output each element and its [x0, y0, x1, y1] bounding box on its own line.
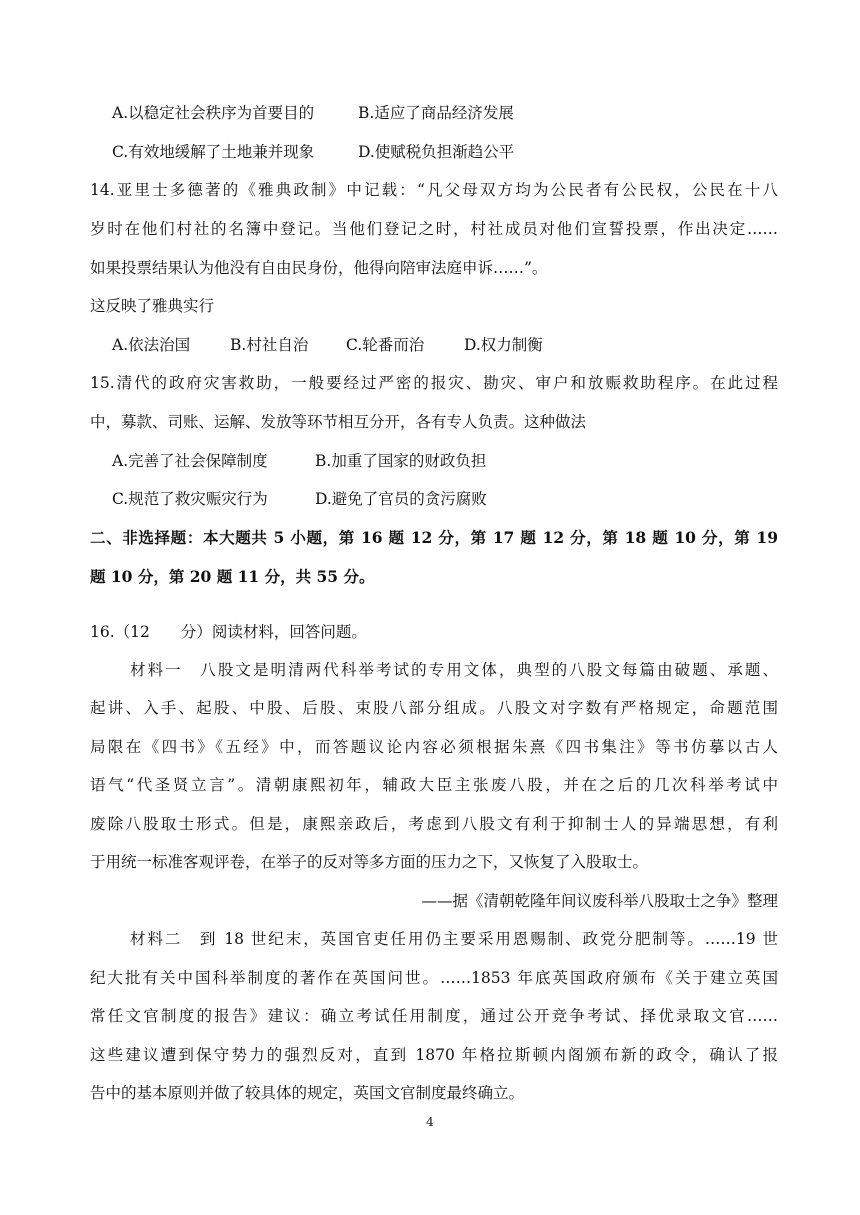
q14-stem-line-1: 14.亚里士多德著的《雅典政制》中记载：“凡父母双方均为公民者有公民权，公民在十八 [90, 181, 778, 199]
q16-material2-line-2: 纪大批有关中国科举制度的著作在英国问世。……1853 年底英国政府颁布《关于建立英国 [90, 969, 778, 987]
q14-stem-line-4: 这反映了雅典实行 [90, 297, 215, 315]
q14-stem-line-3: 如果投票结果认为他没有自由民身份，他得向陪审法庭申诉……”。 [90, 259, 548, 277]
q16-material2-line-4: 这些建议遭到保守势力的强烈反对，直到 1870 年格拉斯顿内阁颁布新的政令，确认了报 [90, 1046, 778, 1064]
q15-stem-line-1: 15.清代的政府灾害救助，一般要经过严密的报灾、勘灾、审户和放赈救助程序。在此过程 [90, 374, 778, 392]
q16-material1-line-5: 废除八股取士形式。但是，康熙亲政后，考虑到八股文有利于抑制士人的异端思想，有利 [90, 815, 778, 833]
q14-stem-line-2: 岁时在他们村社的名簿中登记。当他们登记之时，村社成员对他们宣誓投票，作出决定…… [90, 220, 778, 238]
q16-material1-line-3: 局限在《四书》《五经》中，而答题议论内容必须根据朱熹《四书集注》等书仿摹以古人 [90, 738, 778, 756]
q14-option-c: C.轮番而治 [346, 336, 425, 354]
page-number: 4 [426, 1115, 434, 1129]
q16-material1-source: ——据《清朝乾隆年间议废科举八股取士之争》整理 [421, 892, 778, 910]
q15-option-b: B.加重了国家的财政负担 [315, 452, 487, 470]
section2-heading-line-1: 二、非选择题：本大题共 5 小题，第 16 题 12 分，第 17 题 12 分，第 18 题 10 分，第 19 [90, 528, 778, 547]
q15-option-c: C.规范了救灾赈灾行为 [112, 490, 268, 508]
q15-option-d: D.避免了官员的贪污腐败 [315, 490, 487, 508]
q13-option-d: D.使赋税负担渐趋公平 [358, 143, 515, 161]
q16-material1-line-2: 起讲、入手、起股、中股、后股、束股八部分组成。八股文对字数有严格规定，命题范围 [90, 699, 778, 717]
q16-header: 16.（12 分）阅读材料，回答问题。 [90, 623, 367, 641]
q14-option-b: B.村社自治 [230, 336, 309, 354]
q13-option-b: B.适应了商品经济发展 [358, 104, 514, 122]
q16-material1-line-1: 材料一 八股文是明清两代科举考试的专用文体，典型的八股文每篇由破题、承题、 [130, 661, 778, 679]
q16-material1-line-4: 语气“代圣贤立言”。清朝康熙初年，辅政大臣主张废八股，并在之后的几次科举考试中 [90, 776, 778, 794]
q13-option-a: A.以稳定社会秩序为首要目的 [112, 104, 315, 122]
section2-heading-line-2: 题 10 分，第 20 题 11 分，共 55 分。 [90, 567, 375, 586]
q15-option-a: A.完善了社会保障制度 [112, 452, 268, 470]
q14-option-d: D.权力制衡 [464, 336, 543, 354]
q16-material2-line-1: 材料二 到 18 世纪末，英国官吏任用仍主要采用恩赐制、政党分肥制等。……19 世 [130, 930, 778, 948]
q15-stem-line-2: 中，募款、司账、运解、发放等环节相互分开，各有专人负责。这种做法 [90, 413, 587, 431]
q13-option-c: C.有效地缓解了土地兼并现象 [112, 143, 315, 161]
q14-option-a: A.依法治国 [112, 336, 191, 354]
q16-material1-line-6: 于用统一标准客观评卷，在举子的反对等多方面的压力之下，又恢复了入股取士。 [90, 853, 649, 871]
q16-material2-line-5: 告中的基本原则并做了较具体的规定，英国文官制度最终确立。 [90, 1084, 525, 1102]
q16-material2-line-3: 常任文官制度的报告》建议：确立考试任用制度，通过公开竞争考试、择优录取文官…… [90, 1007, 778, 1025]
